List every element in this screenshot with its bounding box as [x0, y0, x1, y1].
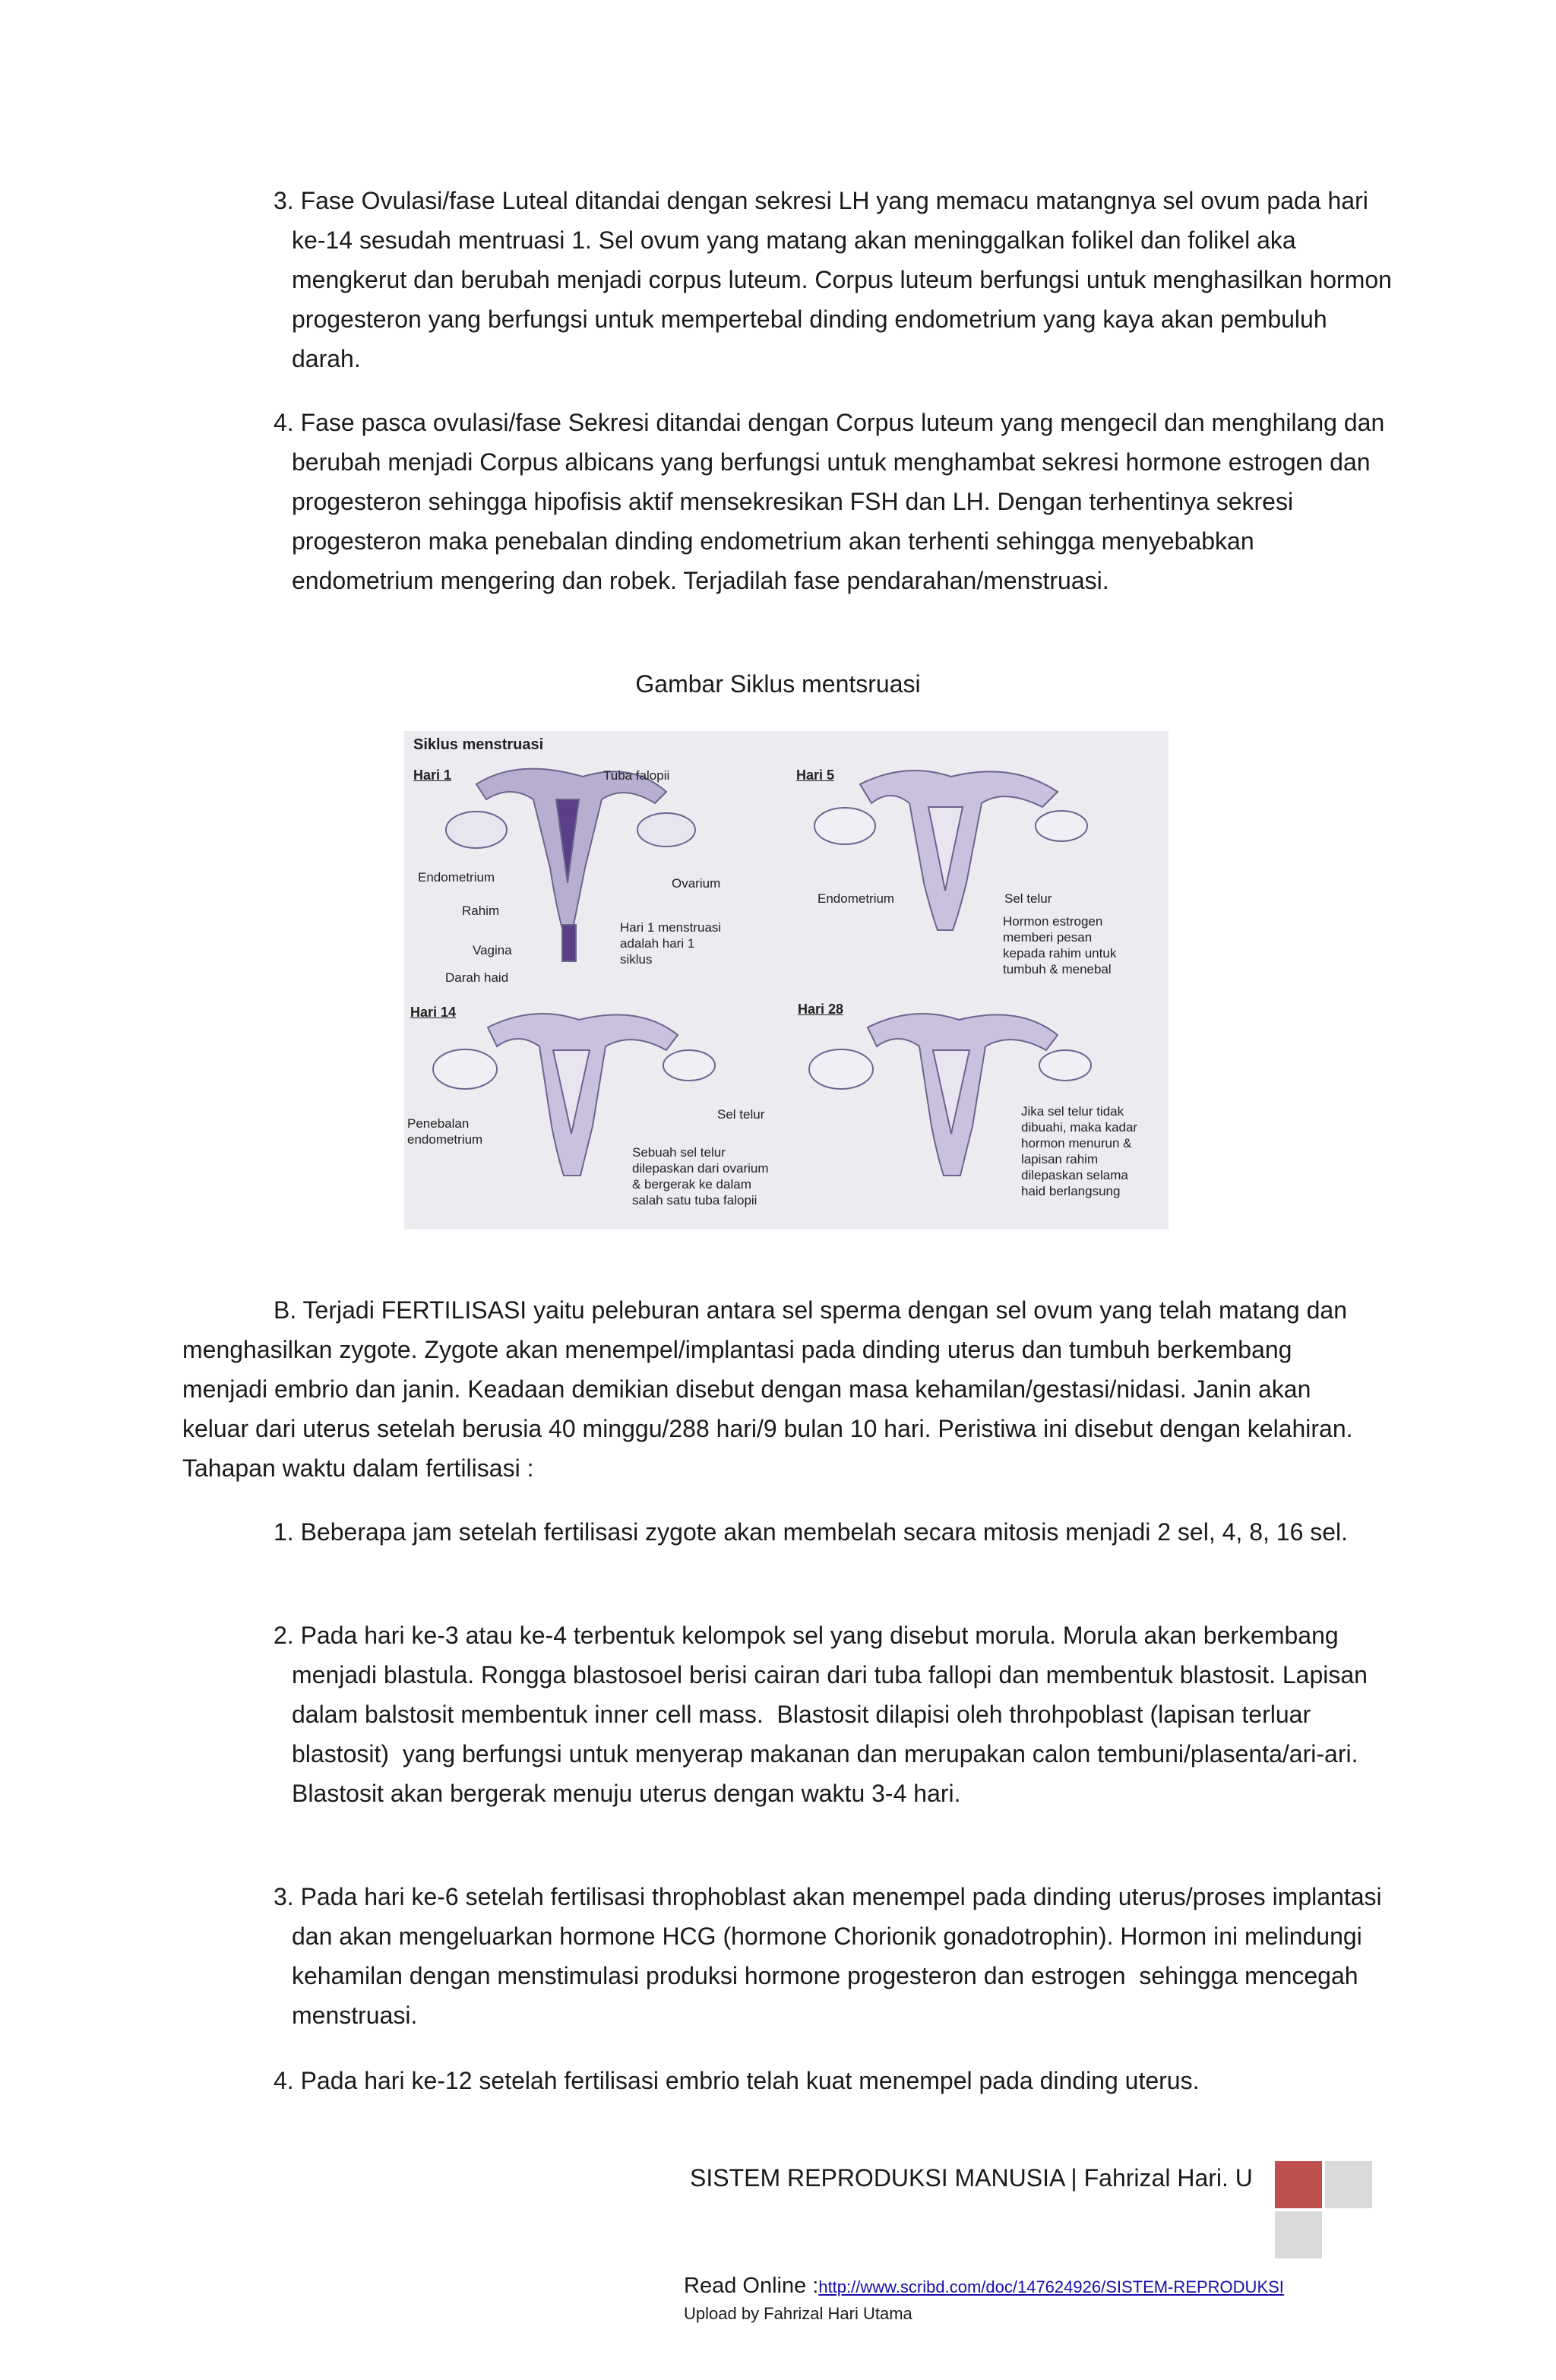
list-item-fertilization-2: 2. Pada hari ke-3 atau ke-4 terbentuk kelompok sel yang disebut morula. Morula akan berkembang menjadi blastula. Rongga blastosoel berisi cairan dari tuba fallopi dan membentuk blastosit. Lapisan dalam balstosit membentuk inner cell mass. Blastosit dilapisi oleh throhpoblast (lapisan terluar blastosit) yang berfungsi untuk menyerap makanan dan merupakan calon tembuni/plasenta/ari-ari. Blastosit akan bergerak menuju uterus dengan waktu 3-4 hari.: [274, 1622, 1374, 1807]
label-vagina: Vagina: [473, 943, 512, 957]
label-endometrium-day1: Endometrium: [418, 870, 495, 885]
figure-caption: Gambar Siklus mentsruasi: [635, 670, 921, 698]
footer-square-gray-bottom: [1275, 2211, 1322, 2258]
label-tuba-falopii: Tuba falopii: [603, 768, 670, 783]
label-endometrium-day5: Endometrium: [818, 891, 895, 906]
list-item-fertilization-3: 3. Pada hari ke-6 setelah fertilisasi throphoblast akan menempel pada dinding uterus/proses implantasi dan akan mengeluarkan hormone HCG (hormone Chorionik gonadotrophin). Hormon ini melindungi kehamilan dengan menstimulasi produksi hormone progesteron dan estrogen sehingga mencegah menstruasi.: [274, 1883, 1389, 2029]
list-item-phase-3: 3. Fase Ovulasi/fase Luteal ditandai dengan sekresi LH yang memacu matangnya sel ovum pada hari ke-14 sesudah mentruasi 1. Sel ovum yang matang akan meninggalkan folikel dan folikel aka mengkerut dan berubah menjadi corpus luteum. Corpus luteum berfungsi untuk menghasilkan hormon progesteron yang berfungsi untuk mempertebal dinding endometrium yang kaya akan pembuluh darah.: [274, 187, 1399, 372]
menstrual-cycle-figure: [404, 731, 1169, 1230]
read-online-label: Read Online :: [684, 2274, 819, 2298]
label-sel-telur-day5: Sel telur: [1004, 891, 1052, 906]
panel-heading-day14: Hari 14: [410, 1005, 457, 1020]
scribd-link[interactable]: http://www.scribd.com/doc/147624926/SISTEM-REPRODUKSI: [818, 2277, 1284, 2296]
note-day14: Sebuah sel telur dilepaskan dari ovarium & bergerak ke dalam salah satu tuba falopii: [632, 1145, 769, 1207]
panel-heading-day5: Hari 5: [796, 767, 835, 783]
note-day28: Jika sel telur tidak dibuahi, maka kadar hormon menurun & lapisan rahim dilepaskan selama haid berlangsung: [1021, 1104, 1138, 1198]
list-item-fertilization-4: 4. Pada hari ke-12 setelah fertilisasi embrio telah kuat menempel pada dinding uterus.: [274, 2067, 1200, 2094]
read-online-line: [684, 2272, 1284, 2301]
label-penebalan-endometrium: Penebalan endometrium: [407, 1116, 483, 1147]
label-sel-telur-day14: Sel telur: [717, 1107, 765, 1122]
upload-credit: Upload by Fahrizal Hari Utama: [684, 2304, 912, 2323]
footer-square-gray-right: [1325, 2161, 1372, 2208]
label-ovarium: Ovarium: [672, 876, 721, 891]
label-darah-haid: Darah haid: [445, 970, 509, 985]
list-item-phase-4: 4. Fase pasca ovulasi/fase Sekresi ditandai dengan Corpus luteum yang mengecil dan menghilang dan berubah menjadi Corpus albicans yang berfungsi untuk menghambat sekresi hormone estrogen dan progesteron sehingga hipofisis aktif mensekresikan FSH dan LH. Dengan terhentinya sekresi progesteron maka penebalan dinding endometrium akan terhenti sehingga menyebabkan endometrium mengering dan robek. Terjadilah fase pendarahan/menstruasi.: [274, 409, 1392, 594]
figure-title: Siklus menstruasi: [413, 736, 544, 753]
section-b-paragraph: B. Terjadi FERTILISASI yaitu peleburan antara sel sperma dengan sel ovum yang telah matang dan menghasilkan zygote. Zygote akan menempel/implantasi pada dinding uterus dan tumbuh berkembang menjadi embrio dan janin. Keadaan demikian disebut dengan masa kehamilan/gestasi/nidasi. Janin akan keluar dari uterus setelah berusia 40 minggu/288 hari/9 bulan 10 hari. Peristiwa ini disebut dengan kelahiran. Tahapan waktu dalam fertilisasi :: [182, 1296, 1366, 1482]
footer-title: SISTEM REPRODUKSI MANUSIA | Fahrizal Hari. U: [690, 2164, 1253, 2192]
list-item-fertilization-1: 1. Beberapa jam setelah fertilisasi zygote akan membelah secara mitosis menjadi 2 sel, 4, 8, 16 sel.: [274, 1518, 1349, 1546]
label-rahim: Rahim: [462, 904, 500, 918]
footer-square-red: [1275, 2161, 1322, 2208]
panel-heading-day1: Hari 1: [413, 767, 452, 783]
panel-heading-day28: Hari 28: [798, 1002, 844, 1017]
note-day5: Hormon estrogen memberi pesan kepada rahim untuk tumbuh & menebal: [1003, 914, 1117, 976]
note-day1: Hari 1 menstruasi adalah hari 1 siklus: [620, 920, 722, 967]
